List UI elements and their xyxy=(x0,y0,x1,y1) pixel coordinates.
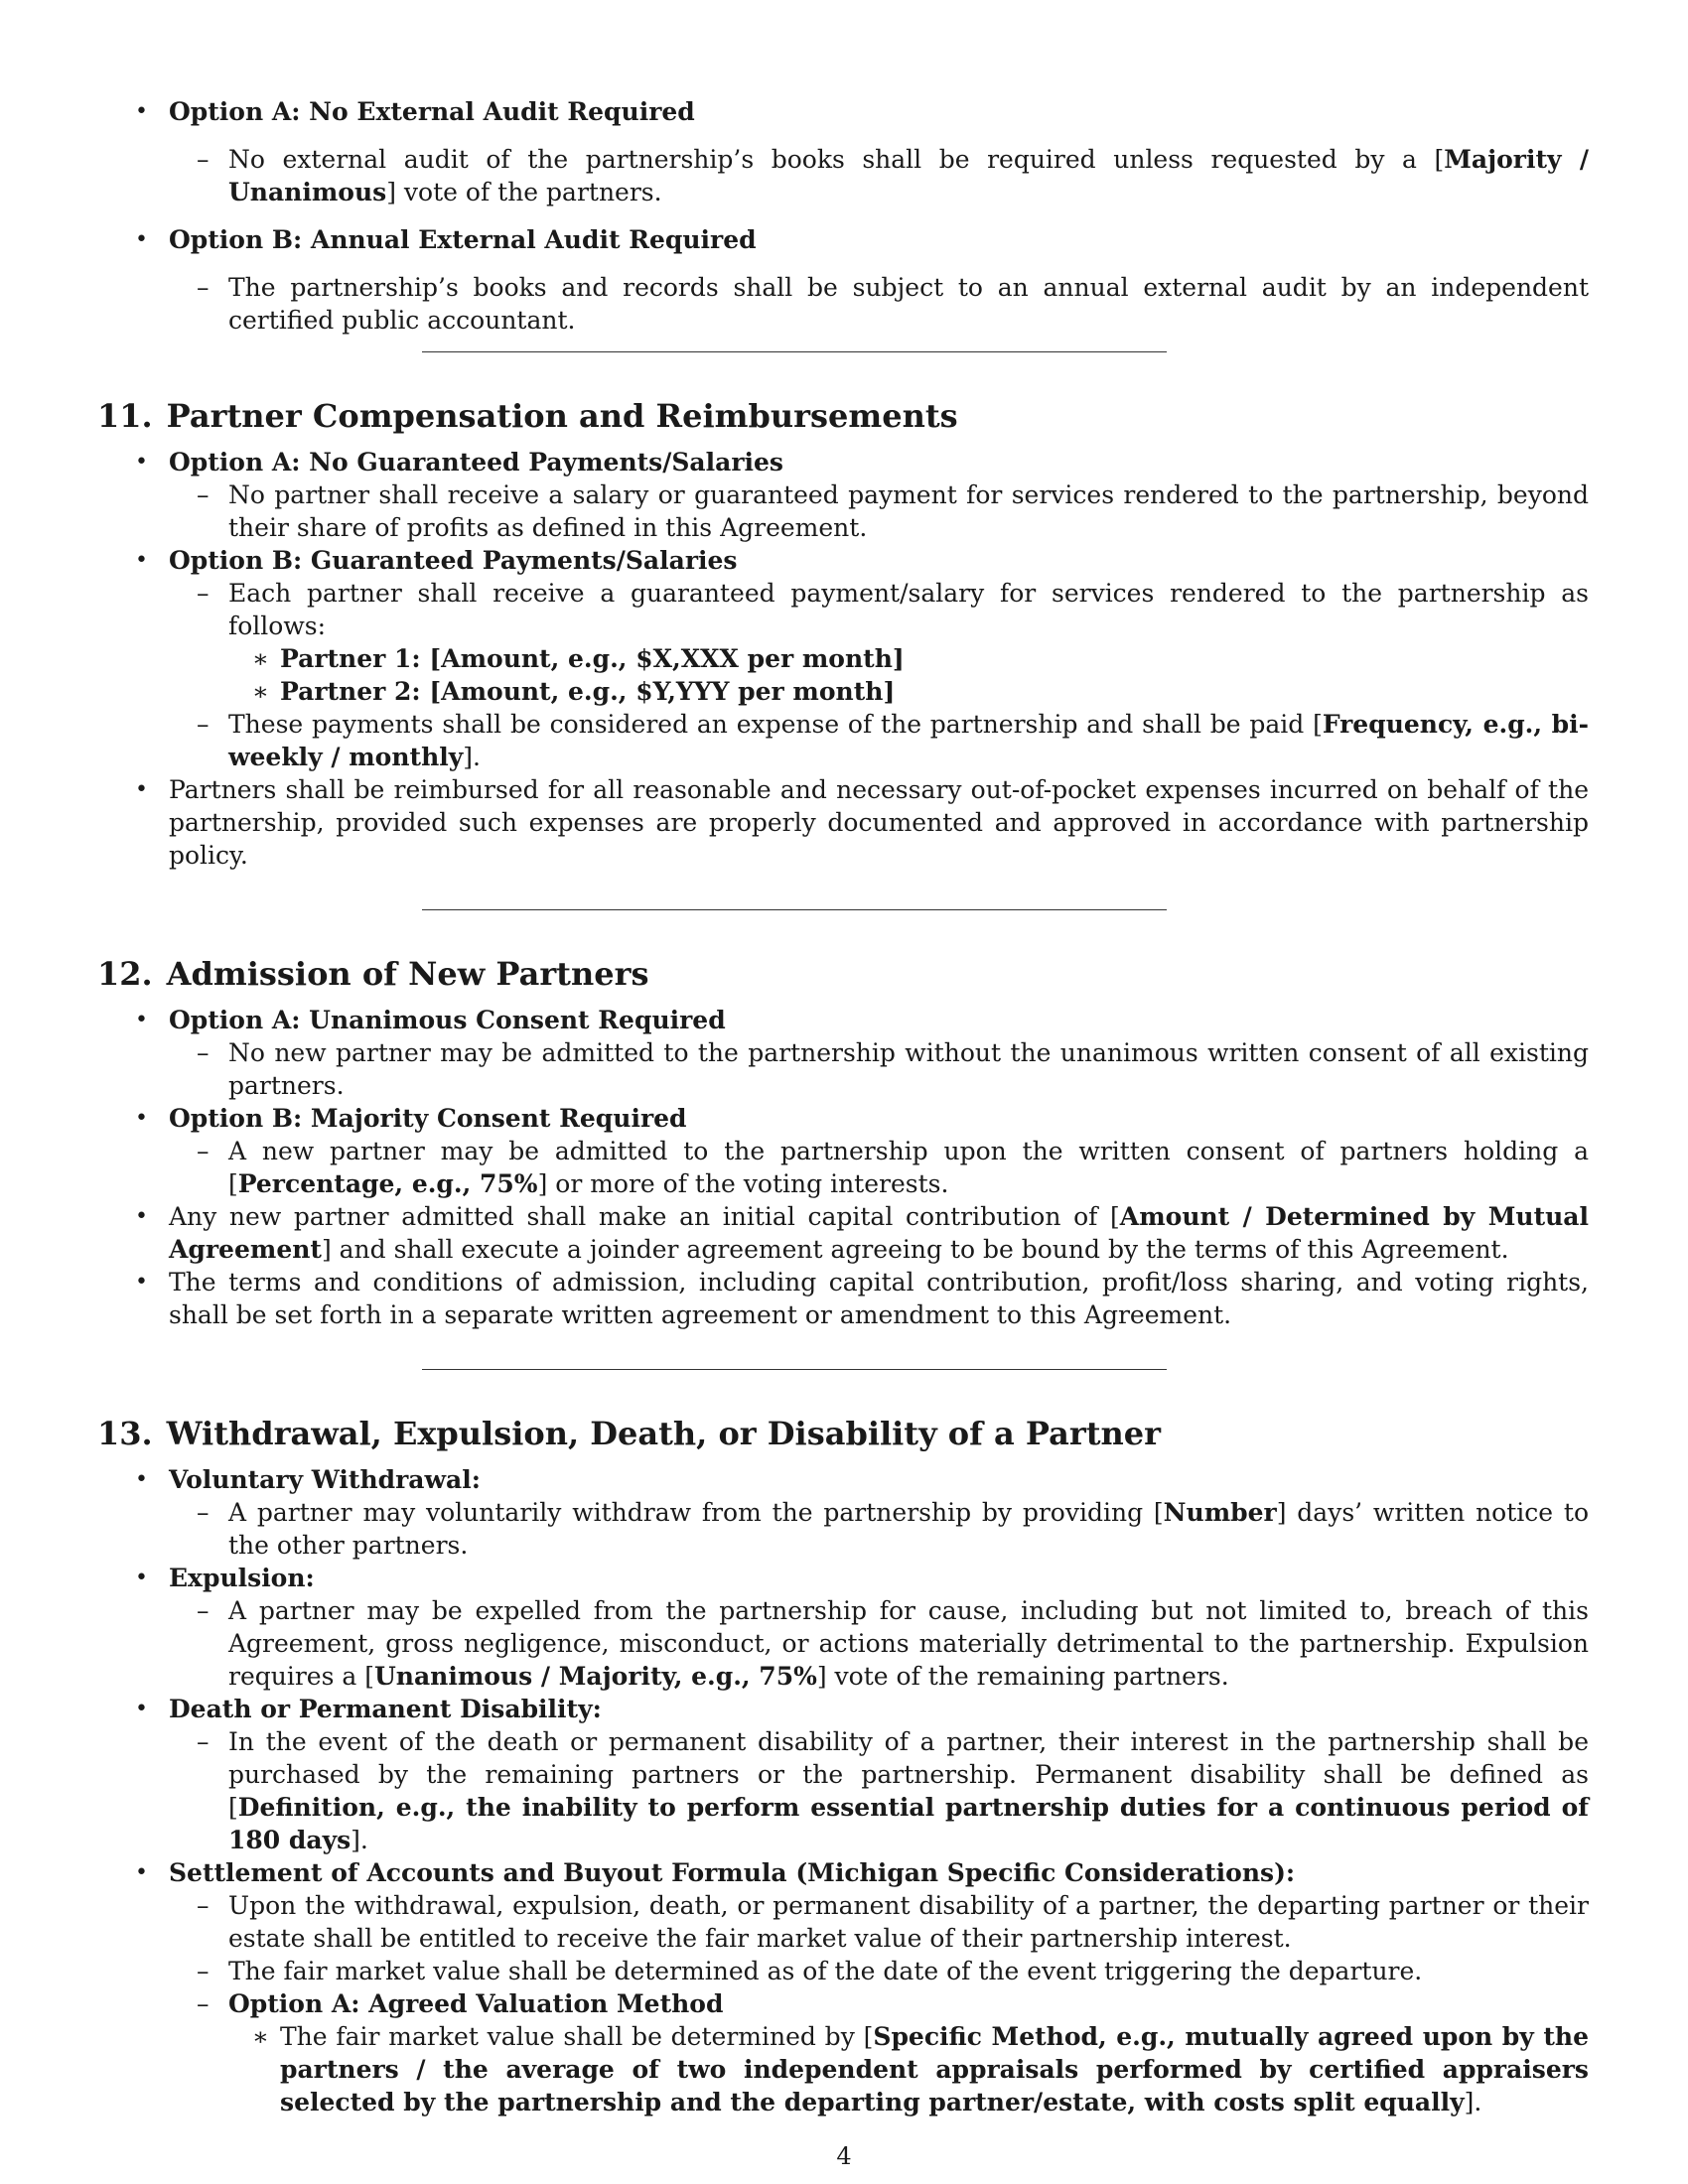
text: The fair market value shall be determined by [ xyxy=(280,2022,874,2051)
text: These payments shall be considered an expense of the partnership and shall be paid [ xyxy=(228,710,1323,739)
text: No external audit of the partnership’s books shall be required unless requested by a [ xyxy=(228,145,1445,174)
text: A new partner may be admitted to the partnership upon the written consent of partners holding a [ xyxy=(228,1137,1589,1198)
text: Each partner shall receive a guaranteed payment/salary for services rendered to the partnership as follows: xyxy=(228,579,1589,640)
text: ] vote of the partners. xyxy=(386,178,662,206)
list-item xyxy=(97,223,1589,337)
list-item: – Upon the withdrawal, expulsion, death, or permanent disability of a partner, the departing partner or their estate shall be entitled to receive the fair market value of their partnership interest. xyxy=(169,1889,1589,1955)
list-item: • Partners shall be reimbursed for all reasonable and necessary out-of-pocket expenses incurred on behalf of the partnership, provided such expenses are properly documented and approved in accordance with partnership policy. xyxy=(97,773,1589,872)
list-item xyxy=(97,1102,1589,1200)
placeholder-text: Percentage, e.g., 75% xyxy=(237,1169,538,1198)
placeholder-text: Amount / Determined by Mutual Agreement xyxy=(169,1202,1589,1264)
audit-options-list xyxy=(97,95,1589,337)
text: ] vote of the remaining partners. xyxy=(816,1662,1229,1691)
list-item xyxy=(169,1135,1589,1200)
partner-label: Partner 2: xyxy=(280,677,430,706)
text: ]. xyxy=(1464,2088,1482,2116)
section-divider xyxy=(422,909,1167,910)
list-item: • The terms and conditions of admission, including capital contribution, profit/loss sharing, and voting rights, shall be set forth in a separate written agreement or amendment to this Agreement. xyxy=(97,1266,1589,1331)
list-item: – No new partner may be admitted to the partnership without the unanimous written consent of all existing partners. xyxy=(169,1036,1589,1102)
section-number: 12. xyxy=(97,955,153,993)
option-title: Option A: Agreed Valuation Method xyxy=(228,1989,724,2018)
list-item xyxy=(97,544,1589,773)
section-heading-13 xyxy=(97,1414,1589,1453)
item-title: Death or Permanent Disability: xyxy=(169,1695,602,1723)
item-title: Voluntary Withdrawal: xyxy=(169,1465,481,1494)
section-title: Admission of New Partners xyxy=(166,955,649,993)
list-item xyxy=(228,675,1589,708)
list-item xyxy=(228,642,1589,675)
list-item xyxy=(169,1725,1589,1856)
placeholder-text: Specific Method, e.g., mutually agreed upon by the partners / the average of two independent appraisals performed by certified appraisers selected by the partnership and the departing partner/estate, with costs split equally xyxy=(280,2022,1589,2116)
partner-label: Partner 1: xyxy=(280,644,430,673)
text: ] or more of the voting interests. xyxy=(537,1169,949,1198)
list-item: – The fair market value shall be determined as of the date of the event triggering the departure. xyxy=(169,1955,1589,1987)
section-divider xyxy=(422,351,1167,352)
option-title: Option A: No External Audit Required xyxy=(169,97,695,126)
section-number: 11. xyxy=(97,397,153,435)
list-item xyxy=(97,1463,1589,1562)
list-item xyxy=(228,2020,1589,2118)
list-item: – No partner shall receive a salary or guaranteed payment for services rendered to the partnership, beyond their share of profits as defined in this Agreement. xyxy=(169,478,1589,544)
text: A partner may voluntarily withdraw from the partnership by providing [ xyxy=(228,1498,1164,1527)
placeholder-text: Number xyxy=(1163,1498,1277,1527)
list-item: – The partnership’s books and records shall be subject to an annual external audit by an independent certified public accountant. xyxy=(169,271,1589,337)
list-item xyxy=(169,577,1589,708)
list-item xyxy=(97,1693,1589,1856)
list-item xyxy=(169,143,1589,208)
text: ] days’ written notice to the other partners. xyxy=(228,1498,1589,1560)
list-item xyxy=(169,1594,1589,1693)
list-item xyxy=(97,446,1589,544)
admission-list xyxy=(97,1004,1589,1331)
list-item xyxy=(97,1200,1589,1266)
section-divider xyxy=(422,1369,1167,1370)
option-title: Option B: Annual External Audit Required xyxy=(169,225,757,254)
option-title: Option B: Majority Consent Required xyxy=(169,1104,687,1133)
list-item xyxy=(169,1987,1589,2118)
list-item xyxy=(97,95,1589,208)
option-title: Option A: No Guaranteed Payments/Salaries xyxy=(169,448,783,477)
list-item xyxy=(97,1562,1589,1693)
placeholder-text: [Amount, e.g., $X,XXX per month] xyxy=(429,644,905,673)
item-title: Expulsion: xyxy=(169,1564,315,1592)
page-number: 4 xyxy=(836,2142,852,2170)
section-number: 13. xyxy=(97,1415,153,1452)
option-title: Option A: Unanimous Consent Required xyxy=(169,1006,726,1034)
list-item xyxy=(169,1496,1589,1562)
placeholder-text: Definition, e.g., the inability to perform essential partnership duties for a continuous period of 180 days xyxy=(228,1793,1589,1854)
placeholder-text: Majority / Unanimous xyxy=(228,145,1589,206)
section-title: Withdrawal, Expulsion, Death, or Disability of a Partner xyxy=(166,1415,1161,1452)
list-item xyxy=(97,1856,1589,2118)
placeholder-text: Frequency, e.g., bi-weekly / monthly xyxy=(228,710,1589,771)
list-item xyxy=(169,708,1589,773)
text: ]. xyxy=(463,743,481,771)
item-title: Settlement of Accounts and Buyout Formula (Michigan Specific Considerations): xyxy=(169,1858,1296,1887)
placeholder-text: [Amount, e.g., $Y,YYY per month] xyxy=(429,677,896,706)
text: A partner may be expelled from the partnership for cause, including but not limited to, breach of this Agreement, gross negligence, misconduct, or actions materially detrimental to the partnership. Expulsion requires a [ xyxy=(228,1596,1589,1691)
option-title: Option B: Guaranteed Payments/Salaries xyxy=(169,546,738,575)
text: ]. xyxy=(351,1826,368,1854)
text: Any new partner admitted shall make an initial capital contribution of [ xyxy=(169,1202,1120,1231)
list-item xyxy=(97,1004,1589,1102)
text: In the event of the death or permanent disability of a partner, their interest in the partnership shall be purchased by the remaining partners or the partnership. Permanent disability shall be defined as [ xyxy=(228,1727,1589,1822)
withdrawal-list xyxy=(97,1463,1589,2118)
document-page xyxy=(97,95,1589,2118)
section-heading-12 xyxy=(97,954,1589,994)
section-heading-11 xyxy=(97,396,1589,436)
section-title: Partner Compensation and Reimbursements xyxy=(166,397,958,435)
text: ] and shall execute a joinder agreement agreeing to be bound by the terms of this Agreement. xyxy=(321,1235,1509,1264)
compensation-list xyxy=(97,446,1589,872)
placeholder-text: Unanimous / Majority, e.g., 75% xyxy=(373,1662,817,1691)
